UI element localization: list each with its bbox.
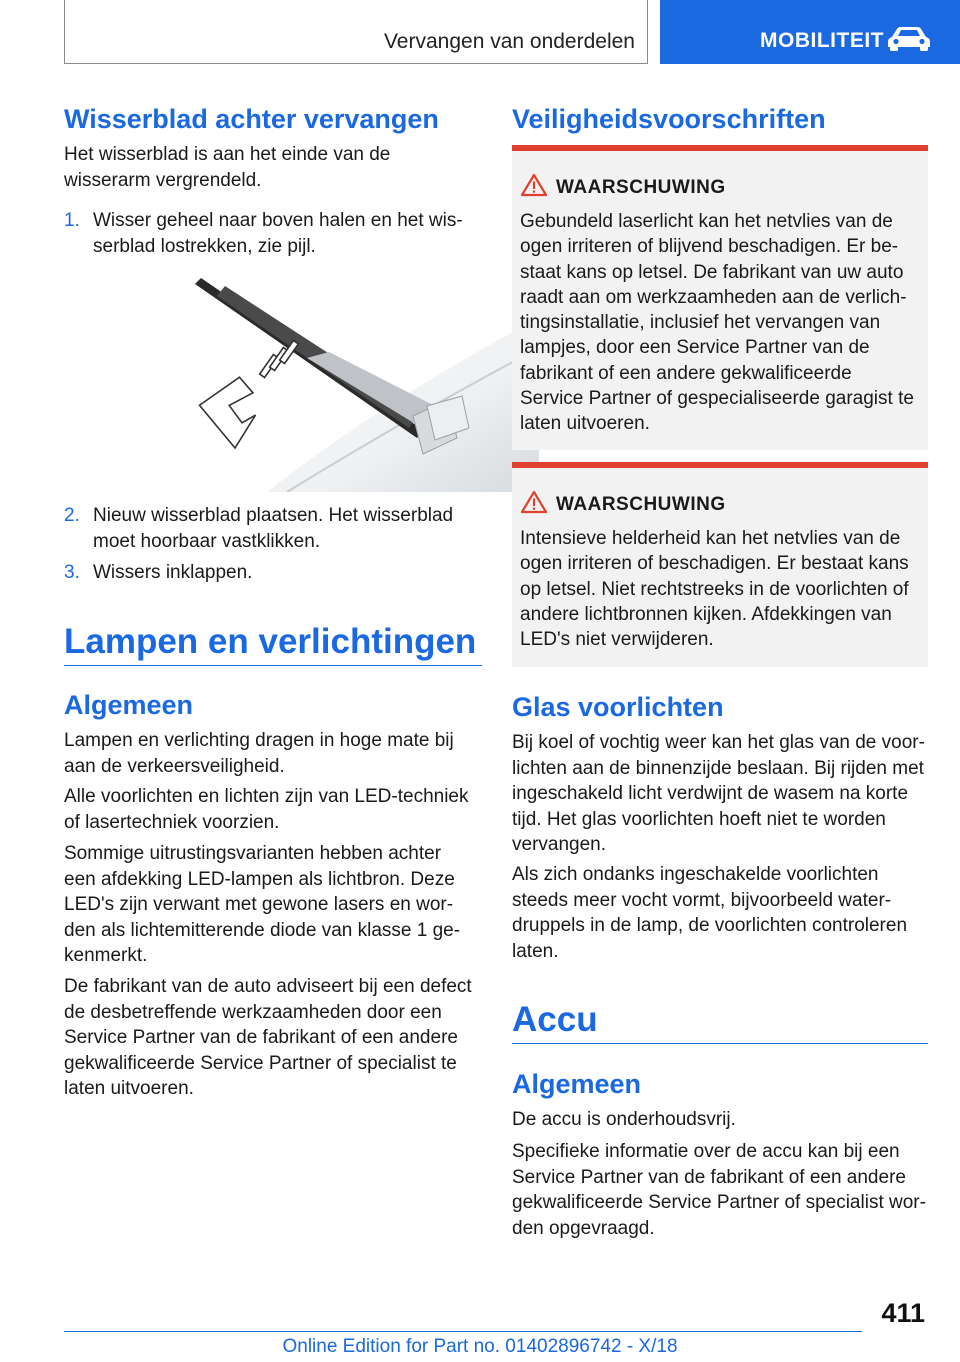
footer-divider <box>64 1331 862 1332</box>
header-section-box <box>64 0 648 64</box>
lamps-paragraph: Alle voorlichten en lichten zijn van LED-techniek of lasertechniek voorzien. <box>64 786 469 833</box>
glass-section-title: Glas voorlichten <box>512 692 724 722</box>
warning-triangle-icon <box>520 173 548 197</box>
warning-label: WAARSCHUWING <box>556 177 726 198</box>
header-chapter-title: MOBILITEIT <box>760 29 884 52</box>
lamps-paragraph: Sommige uitrustingsvarianten hebben achter een afdekking LED-lampen als lichtbron. Deze LED's zijn verwant met gewone lasers en worden als lichtemitterende diode van klasse 1 gekenmerkt. <box>64 843 461 966</box>
lamps-paragraph: Lampen en verlichting dragen in hoge mate bij aan de verkeersveiligheid. <box>64 730 454 777</box>
step-number: 1. <box>64 210 80 231</box>
warning-box <box>512 462 928 667</box>
section-divider <box>64 665 482 666</box>
glass-paragraph: Bij koel of vochtig weer kan het glas van de voorlichten aan de binnenzijde beslaan. Bij rijden met ingeschakeld licht verdwijnt de wasem na korte tijd. Het glas voorlichten hoeft niet te worden vervangen. <box>512 732 925 855</box>
lamps-subsection-title: Algemeen <box>64 690 194 720</box>
warning-box <box>512 145 928 450</box>
wiper-illustration <box>117 278 539 492</box>
header-section-title: Vervangen van onderdelen <box>383 30 635 53</box>
section-divider <box>512 1043 928 1044</box>
step-text: Wisser geheel naar boven halen en het wisserblad lostrekken, zie pijl. <box>93 210 463 257</box>
warning-triangle-icon <box>520 490 548 514</box>
edition-text: Online Edition for Part no. 01402896742 - X/18 <box>282 1336 678 1357</box>
battery-section-title: Accu <box>512 1000 598 1039</box>
glass-paragraph: Als zich ondanks ingeschakelde voorlichten steeds meer vocht vormt, bijvoorbeeld waterdruppels in de lamp, de voorlichten controleren laten. <box>512 864 908 962</box>
warning-text: Intensieve helderheid kan het netvlies van de ogen irriteren of beschadigen. Er bestaat kans op letsel. Niet rechtstreeks in de voorlichten of andere lichtbronnen kijken. Afdekkingen van LED's niet verwijderen. <box>520 528 909 651</box>
lamps-section-title: Lampen en verlichtingen <box>64 622 477 661</box>
wiper-section-title: Wisserblad achter vervangen <box>64 104 439 134</box>
step-number: 2. <box>64 505 80 526</box>
safety-section-title: Veiligheidsvoorschriften <box>512 104 826 134</box>
battery-paragraph: Specifieke informatie over de accu kan bij een Service Partner van de fabrikant of een andere gekwalificeerde Service Partner of specialist worden opgevraagd. <box>512 1141 926 1239</box>
step-number: 3. <box>64 562 80 583</box>
wiper-intro: Het wisserblad is aan het einde van de wisserarm vergrendeld. <box>64 144 391 191</box>
battery-subsection-title: Algemeen <box>512 1069 642 1099</box>
arrow-icon <box>190 340 298 450</box>
battery-paragraph: De accu is onderhoudsvrij. <box>512 1109 736 1130</box>
step-text: Nieuw wisserblad plaatsen. Het wisserblad moet hoorbaar vastklikken. <box>93 505 454 552</box>
warning-text: Gebundeld laserlicht kan het netvlies van de ogen irriteren of blijvend beschadigen. Er bestaat kans op letsel. De fabrikant van uw auto raadt aan om werkzaamheden aan de verlichtingsinstallatie, inclusief het vervangen van lampjes, door een Service Partner van de fabrikant of een andere gekwalificeerde Service Partner of gespecialiseerde garagist te laten uitvoeren. <box>520 211 914 435</box>
page-number: 411 <box>881 1298 925 1328</box>
car-icon <box>886 24 932 52</box>
step-text: Wissers inklappen. <box>93 562 253 583</box>
header-chapter-tab[interactable] <box>660 0 960 64</box>
warning-label: WAARSCHUWING <box>556 494 726 515</box>
lamps-paragraph: De fabrikant van de auto adviseert bij een defect de desbetreffende werkzaamheden door een Service Partner van de fabrikant of een andere gekwalificeerde Service Partner of specialist te laten uitvoeren. <box>64 976 472 1099</box>
